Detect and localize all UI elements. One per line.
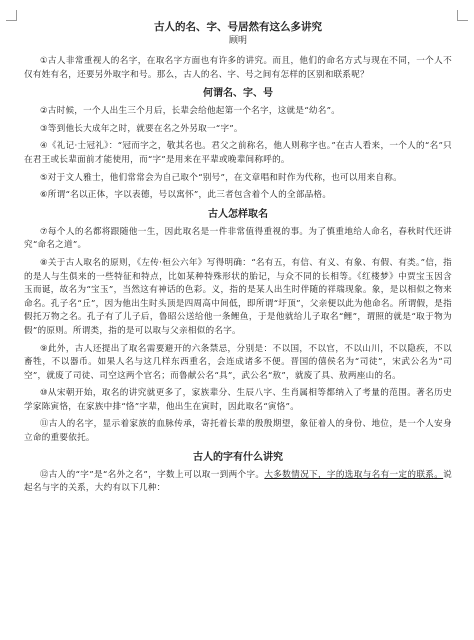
paragraph-8: [24, 256, 452, 339]
paragraph-1: [24, 54, 452, 82]
paragraph-text: 古时候，一个人出生三个月后，长辈会给他起第一个名字，这就是“幼名”。: [47, 106, 341, 117]
article-title: 古人的名、字、号居然有这么多讲究: [154, 21, 322, 33]
paragraph-text: 古人的“字”是“名外之名”，字数上可以取一到两个字。: [48, 469, 265, 480]
paragraph-text: 等到他长大成年之时，就要在名之外另取一“字”。: [47, 123, 243, 134]
paragraph-number: ⑫: [40, 468, 49, 479]
paragraph-text: 对于文人雅士，他们常常会为自己取个“别号”，在文章唱和时作为代称，也可以用来自称。: [47, 172, 402, 183]
paragraph-9: [24, 342, 452, 384]
paragraph-4: [24, 139, 452, 167]
paragraph-text: 所谓“名以正体，字以表德，号以寓怀”，此三者包含着个人的全部品格。: [47, 190, 332, 201]
paragraph-2: [24, 104, 452, 119]
paragraph-number: ⑩: [40, 387, 48, 398]
paragraph-text: 古人的名字，显示着家族的血脉传承，寄托着长辈的殷殷期望，象征着人的身份、地位，是一个人安身立命的重要依托。: [24, 419, 452, 444]
paragraph-text: 古人非常重视人的名字，在取名字方面也有许多的讲究。而且，他们的命名方式与现在不同，一个人不仅有姓有名，还要另外取字和号。那么，古人的名、字、号之间有怎样的区别和联系呢？: [24, 56, 452, 80]
paragraph-3: [24, 122, 452, 137]
paragraph-number: ⑥: [40, 189, 48, 200]
paragraph-number: ⑤: [40, 171, 48, 182]
paragraph-12: [24, 468, 452, 496]
article-author: 顾明: [228, 36, 247, 46]
paragraph-text: 此外，古人还提出了取名需要避开的六条禁忌，分别是：不以国，不以官，不以山川，不以隐疾，不以畜牲，不以器币。如果人名与这几样东西重名，会连成诸多不便。晋国的僖侯名为“司徒”，宋武公名为“司空”，就废了司徒、司空这两个官名；而鲁献公名“具”，武公名“敖”，就废了具、敖两座山的名。: [24, 343, 452, 381]
paragraph-number: ①: [40, 55, 48, 65]
paragraph-number: ⑨: [40, 342, 48, 353]
paragraph-6: [24, 188, 452, 203]
paragraph-number: ⑦: [40, 225, 48, 236]
page-corner-mark: [457, 10, 468, 21]
section-heading: 古人怎样取名: [208, 208, 268, 220]
paragraph-7: [24, 225, 452, 253]
underlined-sentence: 大多数情况下，字的选取与名有一定的联系。: [264, 469, 444, 480]
section-heading: 何谓名、字、号: [203, 88, 273, 100]
paragraph-number: ⑪: [40, 418, 49, 429]
page-corner-mark: [6, 10, 17, 21]
paragraph-number: ③: [40, 122, 48, 133]
paragraph-number: ②: [40, 105, 48, 116]
paragraph-number: ⑧: [40, 256, 48, 267]
document-body: [24, 20, 452, 499]
paragraph-text: 《礼记·士冠礼》：“冠而字之，敬其名也。君父之前称名，他人则称字也。”在古人看来，一个人的“名”只在君王或长辈面前才能使用，而“字”是用来在平辈或晚辈间称呼的。: [24, 141, 452, 165]
paragraph-text: 关于古人取名的原则，《左传·桓公六年》写得明确：“名有五，有信、有义、有象、有假、有类。”信，指的是人与生俱来的一些特征和特点，比如某种特殊形状的胎记，与众不同的长相等。《红楼梦》中贾宝玉因含玉而诞，故名为“宝玉”，当然这有神话的色彩。义，指的是某人出生时伴随的祥瑞现象。象，是以相似之物来命名。孔子名“丘”，因为他出生时头顶是四周高中间低，即所谓“圩顶”，父亲便以此为他命名。所谓假，是指假托万物之名。孔子有了儿子后，鲁昭公送给他一条鲤鱼，于是他就给儿子取名“鲤”，谓照的就是“取于物为假”的原则。所谓类，指的是可以取与父亲相似的名字。: [24, 257, 452, 336]
paragraph-text: 说起名与字的关系，大约有以下几种：: [24, 469, 453, 494]
paragraph-number: ④: [40, 140, 48, 151]
paragraph-10: [24, 386, 452, 414]
section-heading: 古人的字有什么讲究: [193, 451, 283, 463]
paragraph-5: [24, 171, 452, 186]
paragraph-text: 每个人的名都将跟随他一生，因此取名是一件非常值得重视的事。为了慎重地给人命名，春秋时代还讲究“命名之道”。: [24, 226, 452, 251]
paragraph-11: [24, 417, 452, 445]
paragraph-text: 从宋朝开始，取名的讲究就更多了，家族辈分、生辰八字、生肖属相等都纳入了考量的范围。著名历史学家陈寅恪，在家族中排“恪”字辈，他出生在寅时，因此取名“寅恪”。: [24, 388, 452, 412]
